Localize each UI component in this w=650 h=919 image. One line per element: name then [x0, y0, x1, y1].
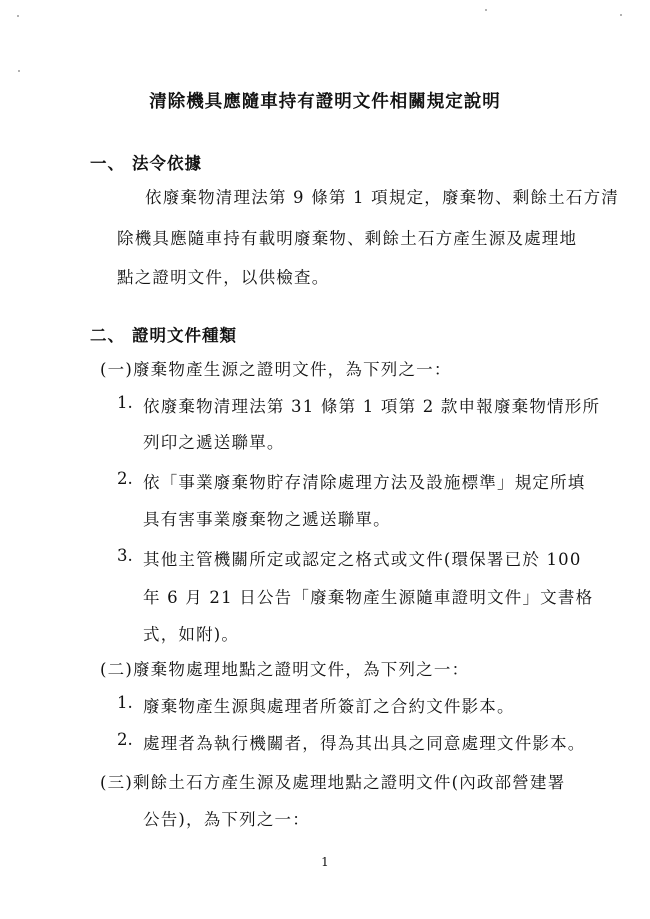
item-number: 1.	[117, 693, 133, 712]
scan-speck	[18, 70, 20, 72]
scan-speck	[17, 15, 19, 17]
item-number: 2.	[117, 469, 133, 488]
section-number: 一、	[90, 154, 125, 173]
scan-speck	[485, 9, 487, 11]
item-line: 依廢棄物清理法第 31 條第 1 項第 2 款申報廢棄物情形所	[143, 397, 601, 416]
item-line: 其他主管機關所定或認定之格式或文件(環保署已於 100	[143, 550, 582, 569]
item-number: 1.	[117, 393, 133, 412]
item-number: 2.	[117, 730, 133, 749]
item-line: 具有害事業廢棄物之遞送聯單。	[143, 510, 391, 529]
item-line: 依「事業廢棄物貯存清除處理方法及設施標準」規定所填	[143, 473, 586, 492]
paragraph-line: 依廢棄物清理法第 9 條第 1 項規定，廢棄物、剩餘土石方清	[145, 188, 619, 207]
subsection-label: (二)廢棄物處理地點之證明文件，為下列之一：	[100, 660, 470, 679]
paragraph-line: 除機具應隨車持有載明廢棄物、剩餘土石方產生源及處理地	[117, 229, 578, 248]
scan-speck	[620, 14, 622, 16]
item-line: 廢棄物產生源與處理者所簽訂之合約文件影本。	[143, 697, 515, 716]
section-heading	[90, 150, 202, 174]
section-number: 二、	[90, 326, 125, 345]
section-heading	[90, 322, 237, 346]
item-line: 年 6 月 21 日公告「廢棄物產生源隨車證明文件」文書格	[143, 588, 594, 607]
section-title: 法令依據	[132, 154, 202, 173]
subsection-label: (一)廢棄物產生源之證明文件，為下列之一：	[100, 360, 452, 379]
section-title: 證明文件種類	[132, 326, 237, 345]
item-number: 3.	[117, 546, 133, 565]
item-line: 處理者為執行機關者，得為其出具之同意處理文件影本。	[143, 734, 586, 753]
item-line: 列印之遞送聯單。	[143, 433, 285, 452]
subsection-label-continued: 公告)，為下列之一：	[143, 810, 310, 829]
paragraph-line: 點之證明文件，以供檢查。	[117, 268, 330, 287]
item-line: 式，如附)。	[143, 625, 240, 644]
document-title: 清除機具應隨車持有證明文件相關規定說明	[149, 92, 501, 112]
page-number: 1	[321, 855, 329, 869]
subsection-label: (三)剩餘土石方產生源及處理地點之證明文件(內政部營建署	[100, 773, 566, 792]
